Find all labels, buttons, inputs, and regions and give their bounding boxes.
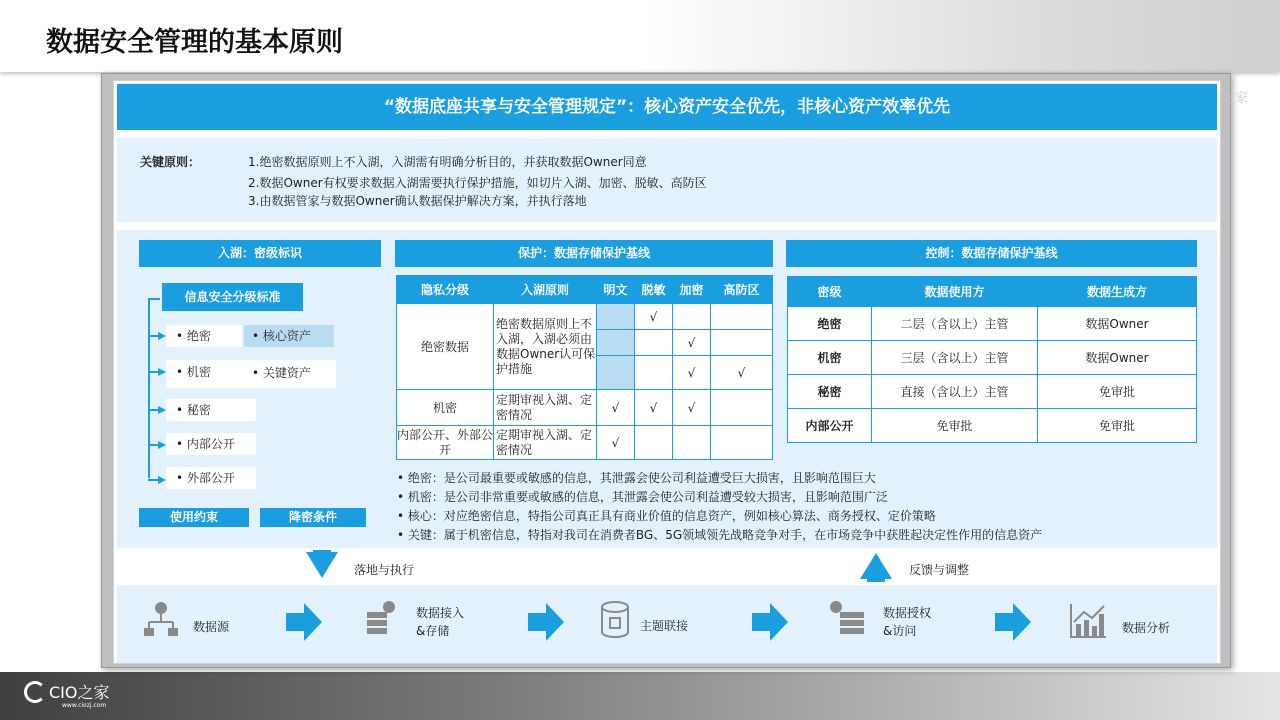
principle-1: 1.绝密数据原则上不入湖，入湖需有明确分析目的，并获取数据Owner同意 — [248, 155, 647, 169]
flow-arrow-icon — [995, 602, 1031, 642]
col-producer: 数据生成方 — [1038, 277, 1197, 307]
flow-ingest: 数据接入 &存储 — [416, 606, 465, 638]
col-high-defense: 高防区 — [711, 276, 773, 304]
classify-header: 入湖：密级标识 — [139, 240, 381, 267]
level-confidential: • 机密 — [166, 360, 336, 388]
tag-key-asset: • 关键资产 — [244, 362, 334, 384]
cell: 绝密 — [788, 307, 872, 341]
cell: 免审批 — [872, 409, 1038, 443]
col-principle: 入湖原则 — [494, 276, 597, 304]
note-1: • 绝密：是公司最重要或敏感的信息，其泄露会使公司利益遭受巨大损害，且影响范围巨大 — [397, 471, 876, 485]
flow-arrow-icon — [528, 602, 564, 642]
check: √ — [597, 390, 635, 426]
database-icon — [598, 600, 632, 640]
col-user: 数据使用方 — [872, 277, 1038, 307]
chart-icon — [1068, 600, 1108, 640]
flow-topic: 主题联接 — [640, 619, 689, 633]
flow-analysis: 数据分析 — [1122, 621, 1171, 635]
check: √ — [635, 390, 673, 426]
declassify-button[interactable]: 降密条件 — [260, 508, 366, 527]
col-encrypt: 加密 — [673, 276, 711, 304]
check: √ — [673, 356, 711, 390]
row2-level: 机密 — [397, 390, 494, 426]
cell: 免审批 — [1038, 375, 1197, 409]
data-source-icon — [143, 600, 179, 640]
col-mask: 脱敏 — [635, 276, 673, 304]
note-2: • 机密：是公司非常重要或敏感的信息，其泄露会使公司利益遭受较大损害，且影响范围广泛 — [397, 490, 888, 504]
control-table — [787, 276, 1197, 443]
tag-core-asset: • 核心资产 — [244, 325, 334, 347]
tree-arrows — [148, 290, 168, 490]
level-secret: • 秘密 — [166, 399, 256, 421]
flow-arrow-icon — [286, 602, 322, 642]
logo-c-icon — [24, 681, 46, 703]
principle-2: 2.数据Owner有权要求数据入湖需要执行保护措施，如切片入湖、加密、脱敏、高防区 — [248, 176, 707, 190]
cell: 三层（含以上）主管 — [872, 341, 1038, 375]
level-top-secret: • 绝密 — [166, 325, 242, 347]
row1-level: 绝密数据 — [397, 304, 494, 390]
storage-icon — [363, 600, 403, 640]
footer-bar — [0, 672, 1280, 720]
control-header: 控制：数据存储保护基线 — [786, 240, 1197, 267]
col-privacy: 隐私分级 — [397, 276, 494, 304]
cell: 数据Owner — [1038, 341, 1197, 375]
flow-authorize: 数据授权 &访问 — [883, 606, 932, 638]
level-internal: • 内部公开 — [166, 433, 256, 455]
principle-3: 3.由数据管家与数据Owner确认数据保护解决方案，并执行落地 — [248, 194, 587, 208]
banner: “数据底座共享与安全管理规定”：核心资产安全优先，非核心资产效率优先 — [117, 84, 1217, 130]
watermark: 之家 — [1222, 91, 1249, 106]
row3-level: 内部公开、外部公开 — [397, 426, 494, 460]
up-arrow-label: 反馈与调整 — [909, 563, 970, 577]
page-title: 数据安全管理的基本原则 — [46, 27, 343, 58]
row2-principle: 定期审视入湖、定密情况 — [494, 390, 597, 426]
flow-arrow-icon — [752, 602, 788, 642]
level-external: • 外部公开 — [166, 467, 256, 489]
classify-standard: 信息安全分级标准 — [162, 283, 303, 311]
check: √ — [597, 426, 635, 460]
use-constraint-button[interactable]: 使用约束 — [139, 508, 249, 527]
flow-source: 数据源 — [193, 620, 230, 634]
principles-label: 关键原则： — [140, 155, 201, 169]
cell: 免审批 — [1038, 409, 1197, 443]
cell: 机密 — [788, 341, 872, 375]
col-level: 密级 — [788, 277, 872, 307]
footer-logo: CIO之家 — [24, 680, 110, 703]
authorize-icon — [826, 600, 870, 640]
cell: 内部公开 — [788, 409, 872, 443]
check: √ — [635, 304, 673, 330]
protect-header: 保护：数据存储保护基线 — [395, 240, 773, 267]
cell: 二层（含以上）主管 — [872, 307, 1038, 341]
cell: 直接（含以上）主管 — [872, 375, 1038, 409]
cell: 秘密 — [788, 375, 872, 409]
col-plain: 明文 — [597, 276, 635, 304]
row1-principle: 绝密数据原则上不入湖，入湖必须由数据Owner认可保护措施 — [494, 304, 597, 390]
check: √ — [673, 390, 711, 426]
note-3: • 核心：对应绝密信息，特指公司真正具有商业价值的信息资产，例如核心算法、商务授权、定价策略 — [397, 509, 936, 523]
protect-table — [396, 275, 773, 460]
check: √ — [711, 356, 773, 390]
note-4: • 关键：属于机密信息，特指对我司在消费者BG、5G领域领先战略竞争对手，在市场竞争中获胜起决定性作用的信息资产 — [397, 528, 1043, 542]
down-arrow-icon — [306, 552, 338, 578]
footer-site: www.ciozj.com — [62, 702, 107, 709]
cell: 数据Owner — [1038, 307, 1197, 341]
check: √ — [673, 330, 711, 356]
up-arrow-shaft — [867, 572, 885, 582]
down-arrow-label: 落地与执行 — [354, 563, 415, 577]
row3-principle: 定期审视入湖、定密情况 — [494, 426, 597, 460]
